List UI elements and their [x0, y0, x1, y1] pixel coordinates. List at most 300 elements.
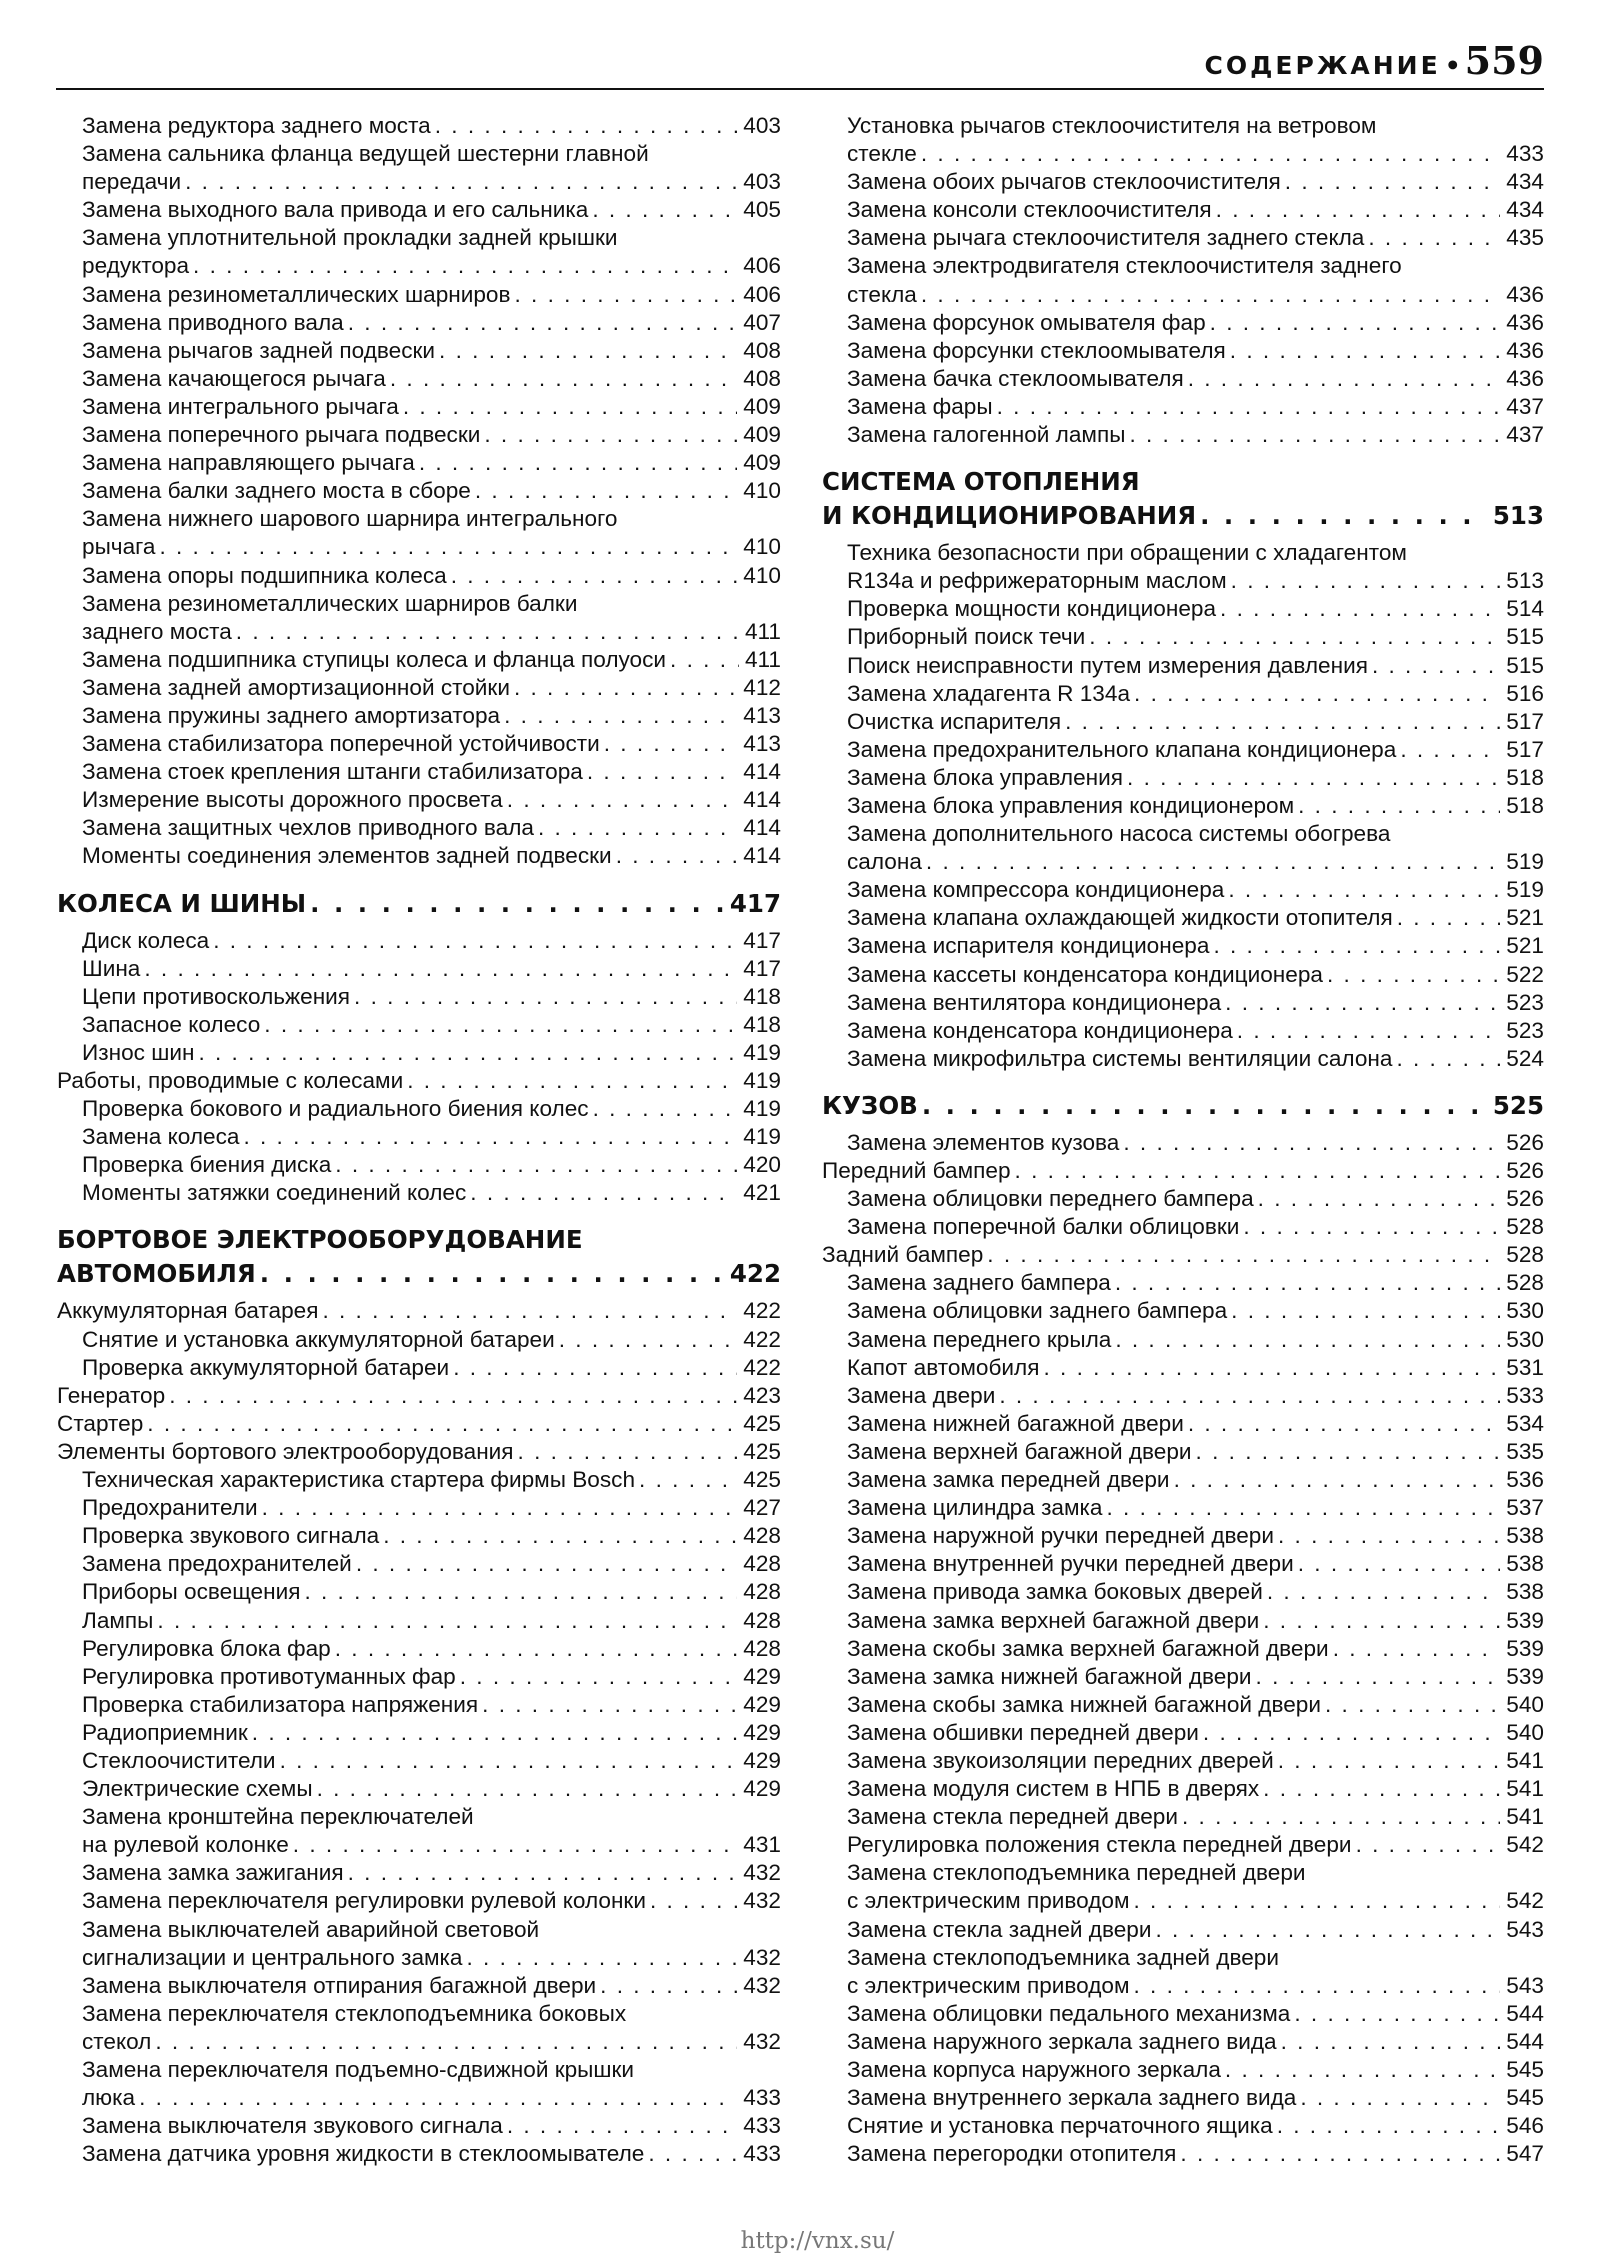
toc-entry[interactable] [57, 477, 781, 505]
toc-entry-title: рычага [82, 534, 159, 559]
toc-entry-title: Очистка испарителя [847, 709, 1065, 734]
toc-entry[interactable] [822, 1129, 1544, 1157]
toc-entry[interactable] [822, 1944, 1544, 1972]
toc-entry-page: 417 [743, 927, 781, 953]
toc-entry-page: 406 [743, 253, 781, 279]
toc-entry-page: 433 [743, 2085, 781, 2111]
toc-entry[interactable] [57, 1494, 781, 1522]
toc-entry[interactable] [822, 309, 1544, 337]
toc-entry-page: 412 [743, 674, 781, 700]
toc-entry[interactable] [57, 1039, 781, 1067]
toc-entry[interactable] [822, 337, 1544, 365]
toc-entry-title: Проверка мощности кондиционера [847, 596, 1220, 621]
toc-entry[interactable] [57, 168, 781, 196]
toc-entry-page: 531 [1506, 1354, 1544, 1380]
toc-entry-title: Замена консоли стеклоочистителя [847, 197, 1216, 222]
toc-entry-page: 408 [743, 365, 781, 391]
toc-entry[interactable] [57, 1859, 781, 1887]
toc-entry-title: стекле [847, 141, 921, 166]
toc-entry-page: 521 [1506, 933, 1544, 959]
toc-entry[interactable] [822, 2084, 1544, 2112]
toc-entry-page: 518 [1506, 792, 1544, 818]
toc-entry[interactable] [822, 680, 1544, 708]
toc-entry[interactable] [57, 1691, 781, 1719]
toc-entry-title: Цепи противоскольжения [82, 984, 354, 1009]
toc-entry-title: салона [847, 849, 926, 874]
toc-entry[interactable] [822, 764, 1544, 792]
toc-section-heating[interactable] [822, 465, 1544, 533]
toc-entry-page: 536 [1506, 1467, 1544, 1493]
toc-entry-page: 523 [1506, 989, 1544, 1015]
toc-entry-title: Замена заднего бампера [847, 1270, 1115, 1295]
toc-entry[interactable] [57, 1663, 781, 1691]
toc-entry[interactable] [822, 1972, 1544, 2000]
toc-entry-page: 422 [743, 1326, 781, 1352]
toc-entry[interactable] [822, 1185, 1544, 1213]
toc-entry[interactable] [822, 1354, 1544, 1382]
toc-entry[interactable] [57, 281, 781, 309]
toc-section-entry[interactable] [57, 887, 781, 921]
toc-entry-page: 523 [1506, 1017, 1544, 1043]
toc-entry-title: Замена выключателя отпирания багажной двери [82, 1973, 600, 1998]
section-title: КОЛЕСА И ШИНЫ [57, 889, 310, 918]
toc-entry-page: 539 [1506, 1663, 1544, 1689]
toc-entry-page: 414 [743, 759, 781, 785]
toc-entry-page: 432 [743, 1888, 781, 1914]
toc-entry-page: 431 [743, 1832, 781, 1858]
toc-entry[interactable] [822, 989, 1544, 1017]
toc-entry[interactable] [57, 449, 781, 477]
toc-entry-title: Замена компрессора кондиционера [847, 877, 1228, 902]
toc-entry-title: Замена звукоизоляции передних дверей [847, 1748, 1278, 1773]
toc-entry[interactable] [57, 955, 781, 983]
toc-entry-page: 542 [1506, 1888, 1544, 1914]
toc-entry-page: 513 [1506, 568, 1544, 594]
toc-entry-title: Передний бампер [822, 1158, 1015, 1183]
toc-entry[interactable] [57, 1410, 781, 1438]
toc-entry-page: 541 [1506, 1804, 1544, 1830]
toc-entry-title: Проверка стабилизатора напряжения [82, 1692, 482, 1717]
toc-entry[interactable] [822, 1157, 1544, 1185]
toc-entry[interactable] [57, 1944, 781, 1972]
toc-section-body[interactable] [822, 1089, 1544, 1123]
toc-entry-title: Замена колеса [82, 1124, 243, 1149]
toc-entry-title: Стеклоочистители [82, 1748, 280, 1773]
toc-entry-title: Замена переключателя регулировки рулевой колонки [82, 1888, 650, 1913]
toc-entry[interactable] [822, 1045, 1544, 1073]
toc-entry-title: Замена цилиндра замка [847, 1495, 1106, 1520]
toc-entry-page: 410 [743, 478, 781, 504]
toc-entry[interactable] [822, 1663, 1544, 1691]
toc-entry[interactable] [57, 2056, 781, 2084]
toc-entry-title: Замена резинометаллических шарниров [82, 282, 515, 307]
toc-entry[interactable] [57, 758, 781, 786]
toc-entry-page: 540 [1506, 1691, 1544, 1717]
toc-entry-page: 427 [743, 1495, 781, 1521]
toc-entry-title: Замена обшивки передней двери [847, 1720, 1203, 1745]
toc-entry-title: Замена стоек крепления штанги стабилизатора [82, 759, 587, 784]
toc-entry[interactable] [822, 1859, 1544, 1887]
toc-entry-title: Регулировка блока фар [82, 1636, 335, 1661]
toc-entry[interactable] [57, 1972, 781, 2000]
toc-entry[interactable] [57, 1095, 781, 1123]
toc-entry-page: 538 [1506, 1579, 1544, 1605]
toc-entry[interactable] [57, 1831, 781, 1859]
toc-entry[interactable] [822, 1466, 1544, 1494]
toc-entry-title: R134a и рефрижераторным маслом [847, 568, 1231, 593]
toc-entry[interactable] [57, 393, 781, 421]
toc-section-electrical[interactable] [57, 1223, 781, 1291]
toc-section-wheels[interactable] [57, 887, 781, 921]
toc-entry[interactable] [822, 904, 1544, 932]
toc-entry-title: Замена предохранительного клапана кондиционера [847, 737, 1400, 762]
toc-entry-page: 540 [1506, 1719, 1544, 1745]
toc-entry[interactable] [822, 1635, 1544, 1663]
toc-entry-title: Замена блока управления кондиционером [847, 793, 1298, 818]
toc-entry-page: 413 [743, 702, 781, 728]
toc-entry[interactable] [57, 224, 781, 252]
toc-entry[interactable] [822, 652, 1544, 680]
toc-entry[interactable] [822, 848, 1544, 876]
toc-entry[interactable] [57, 1635, 781, 1663]
toc-entry[interactable] [57, 1123, 781, 1151]
toc-entry[interactable] [57, 1887, 781, 1915]
toc-entry[interactable] [57, 2000, 781, 2028]
toc-entry[interactable] [57, 337, 781, 365]
toc-entry[interactable] [822, 567, 1544, 595]
toc-entry-title: Запасное колесо [82, 1012, 264, 1037]
toc-entry[interactable] [57, 1803, 781, 1831]
toc-entry[interactable] [822, 736, 1544, 764]
toc-entry-page: 515 [1506, 652, 1544, 678]
toc-entry[interactable] [822, 876, 1544, 904]
toc-entry-page: 432 [743, 1944, 781, 1970]
toc-entry-title: Замена кассеты конденсатора кондиционера [847, 962, 1327, 987]
toc-entry-title: Проверка биения диска [82, 1152, 335, 1177]
toc-entry[interactable] [57, 1354, 781, 1382]
toc-entry-title: Замена направляющего рычага [82, 450, 419, 475]
toc-entry[interactable] [57, 1326, 781, 1354]
toc-entry[interactable] [57, 702, 781, 730]
toc-entry-title: Проверка аккумуляторной батареи [82, 1355, 453, 1380]
toc-entry-page: 524 [1506, 1045, 1544, 1071]
toc-entry[interactable] [822, 224, 1544, 252]
toc-entry[interactable] [822, 365, 1544, 393]
toc-entry-page: 544 [1506, 2028, 1544, 2054]
toc-entry[interactable] [822, 1326, 1544, 1354]
toc-entry[interactable] [57, 730, 781, 758]
toc-entry[interactable] [822, 1269, 1544, 1297]
toc-entry-page: 418 [743, 983, 781, 1009]
toc-entry-title: Замена поперечного рычага подвески [82, 422, 484, 447]
toc-entry-page: 420 [743, 1152, 781, 1178]
toc-entry-title: Замена предохранителей [82, 1551, 356, 1576]
toc-section-entry[interactable] [822, 1089, 1544, 1123]
toc-entry[interactable] [822, 1831, 1544, 1859]
toc-section-entry[interactable] [822, 499, 1544, 533]
toc-entry-page: 542 [1506, 1832, 1544, 1858]
toc-entry-page: 545 [1506, 2085, 1544, 2111]
toc-entry-page: 543 [1506, 1916, 1544, 1942]
toc-entry[interactable] [822, 1241, 1544, 1269]
toc-entry-title: Замена уплотнительной прокладки задней крышки [82, 225, 622, 250]
toc-entry-title: Замена форсунки стеклоомывателя [847, 338, 1230, 363]
toc-entry[interactable] [822, 140, 1544, 168]
toc-entry[interactable] [822, 1775, 1544, 1803]
toc-entry-page: 422 [743, 1298, 781, 1324]
toc-entry[interactable] [822, 1297, 1544, 1325]
toc-entry-page: 419 [743, 1124, 781, 1150]
toc-entry-page: 419 [743, 1039, 781, 1065]
toc-entry-page: 539 [1506, 1607, 1544, 1633]
toc-entry-title: Аккумуляторная батарея [57, 1298, 322, 1323]
toc-section-entry[interactable] [57, 1257, 781, 1291]
toc-entry[interactable] [822, 421, 1544, 449]
toc-entry-title: Снятие и установка аккумуляторной батареи [82, 1327, 559, 1352]
toc-entry-title: сигнализации и центрального замка [82, 1945, 467, 1970]
toc-entry[interactable] [57, 842, 781, 870]
toc-entry[interactable] [822, 2056, 1544, 2084]
toc-entry[interactable] [57, 1747, 781, 1775]
toc-entry[interactable] [57, 814, 781, 842]
toc-entry[interactable] [57, 1382, 781, 1410]
toc-entry[interactable] [822, 820, 1544, 848]
toc-entry[interactable] [822, 1747, 1544, 1775]
toc-entry[interactable] [822, 168, 1544, 196]
toc-entry[interactable] [57, 618, 781, 646]
toc-entry-title: стекол [82, 2029, 155, 2054]
toc-entry[interactable] [57, 2084, 781, 2112]
toc-entry[interactable] [57, 1067, 781, 1095]
toc-entry[interactable] [57, 2028, 781, 2056]
toc-entry-title: Замена нижней багажной двери [847, 1411, 1188, 1436]
toc-entry[interactable] [57, 365, 781, 393]
toc-entry-title: Замена галогенной лампы [847, 422, 1129, 447]
toc-group-rear-axle [57, 112, 781, 871]
toc-entry[interactable] [57, 1550, 781, 1578]
toc-entry[interactable] [57, 252, 781, 280]
toc-entry-title: Замена переключателя подъемно-сдвижной крышки [82, 2057, 638, 2082]
toc-entry-page: 434 [1506, 197, 1544, 223]
toc-entry-page: 428 [743, 1523, 781, 1549]
section-page: 422 [729, 1259, 781, 1289]
header-text [1204, 38, 1544, 83]
toc-entry[interactable] [822, 623, 1544, 651]
toc-entry-page: 433 [743, 2113, 781, 2139]
toc-entry[interactable] [57, 674, 781, 702]
toc-entry[interactable] [822, 1550, 1544, 1578]
toc-entry-page: 409 [743, 450, 781, 476]
toc-entry[interactable] [822, 2000, 1544, 2028]
toc-entry-title: Моменты соединения элементов задней подвески [82, 843, 616, 868]
toc-entry-title: Замена переключателя стеклоподъемника боковых [82, 2001, 630, 2026]
toc-entry[interactable] [822, 1522, 1544, 1550]
toc-entry-page: 436 [1506, 337, 1544, 363]
section-title-line2: И КОНДИЦИОНИРОВАНИЯ [822, 501, 1200, 530]
toc-entry-page: 541 [1506, 1776, 1544, 1802]
toc-entry[interactable] [822, 2028, 1544, 2056]
toc-entry-page: 437 [1506, 393, 1544, 419]
toc-entry-title: Замена элементов кузова [847, 1130, 1123, 1155]
toc-entry-page: 436 [1506, 365, 1544, 391]
toc-entry[interactable] [57, 2140, 781, 2168]
toc-entry-title: Замена хладагента R 134a [847, 681, 1134, 706]
toc-entry-page: 517 [1506, 736, 1544, 762]
toc-entry-title: Замена микрофильтра системы вентиляции салона [847, 1046, 1396, 1071]
toc-entry-page: 408 [743, 337, 781, 363]
toc-entry-page: 421 [743, 1180, 781, 1206]
toc-entry-page: 406 [743, 281, 781, 307]
toc-entry-page: 514 [1506, 596, 1544, 622]
toc-entry-title: Замена датчика уровня жидкости в стеклоомывателе [82, 2141, 648, 2166]
toc-entry-title: Регулировка противотуманных фар [82, 1664, 460, 1689]
toc-entry[interactable] [822, 1887, 1544, 1915]
toc-entry[interactable] [822, 196, 1544, 224]
toc-entry-page: 546 [1506, 2113, 1544, 2139]
toc-entry[interactable] [822, 112, 1544, 140]
toc-group-heating [822, 539, 1544, 1073]
toc-entry[interactable] [822, 1382, 1544, 1410]
toc-entry[interactable] [57, 140, 781, 168]
section-title-line1: СИСТЕМА ОТОПЛЕНИЯ [822, 467, 1140, 497]
toc-entry-page: 436 [1506, 281, 1544, 307]
toc-entry-title: Замена испарителя кондиционера [847, 933, 1213, 958]
toc-entry-title: Замена конденсатора кондиционера [847, 1018, 1237, 1043]
toc-entry-title: стекла [847, 282, 921, 307]
toc-entry[interactable] [57, 421, 781, 449]
toc-entry[interactable] [57, 196, 781, 224]
toc-entry-title: Регулировка положения стекла передней двери [847, 1832, 1356, 1857]
toc-entry[interactable] [822, 1691, 1544, 1719]
toc-entry[interactable] [822, 1494, 1544, 1522]
toc-entry-title: Замена клапана охлаждающей жидкости отопителя [847, 905, 1397, 930]
toc-entry-page: 544 [1506, 2000, 1544, 2026]
toc-entry[interactable] [822, 1578, 1544, 1606]
toc-entry[interactable] [57, 983, 781, 1011]
toc-entry[interactable] [822, 281, 1544, 309]
toc-entry-page: 530 [1506, 1326, 1544, 1352]
toc-entry-title: Замена стекла задней двери [847, 1917, 1156, 1942]
toc-entry-title: Замена поперечной балки облицовки [847, 1214, 1243, 1239]
toc-entry-page: 428 [743, 1635, 781, 1661]
toc-entry-page: 526 [1506, 1158, 1544, 1183]
section-page: 525 [1492, 1090, 1544, 1120]
section-page: 417 [729, 888, 781, 918]
toc-entry[interactable] [57, 1775, 781, 1803]
toc-entry[interactable] [57, 112, 781, 140]
toc-entry[interactable] [57, 1179, 781, 1207]
toc-entry-title: Замена облицовки переднего бампера [847, 1186, 1258, 1211]
toc-entry-page: 419 [743, 1096, 781, 1122]
toc-entry[interactable] [822, 1607, 1544, 1635]
toc-entry-title: Техническая характеристика стартера фирмы Bosch [82, 1467, 639, 1492]
toc-entry[interactable] [57, 1466, 781, 1494]
toc-entry[interactable] [57, 590, 781, 618]
toc-entry[interactable] [57, 562, 781, 590]
toc-entry[interactable] [822, 1438, 1544, 1466]
toc-entry[interactable] [57, 786, 781, 814]
toc-entry[interactable] [57, 1607, 781, 1635]
toc-entry-title: Замена редуктора заднего моста [82, 113, 435, 138]
header-title: СОДЕРЖАНИЕ [1204, 51, 1441, 80]
toc-entry-title: Замена перегородки отопителя [847, 2141, 1180, 2166]
toc-entry[interactable] [822, 1719, 1544, 1747]
toc-group-body [822, 1129, 1544, 2168]
toc-entry-page: 538 [1506, 1551, 1544, 1577]
toc-entry-page: 429 [743, 1691, 781, 1717]
toc-entry-page: 435 [1506, 225, 1544, 251]
toc-entry-title: Замена замка верхней багажной двери [847, 1608, 1263, 1633]
toc-entry[interactable] [822, 961, 1544, 989]
toc-entry-page: 405 [743, 197, 781, 223]
toc-entry[interactable] [57, 533, 781, 561]
toc-entry[interactable] [57, 505, 781, 533]
toc-entry[interactable] [822, 708, 1544, 736]
toc-entry[interactable] [57, 646, 781, 674]
toc-entry-title: Поиск неисправности путем измерения давления [847, 653, 1372, 678]
toc-entry[interactable] [57, 927, 781, 955]
toc-entry-page: 545 [1506, 2057, 1544, 2082]
toc-entry[interactable] [57, 1916, 781, 1944]
toc-entry[interactable] [822, 1803, 1544, 1831]
toc-entry-title: Замена стабилизатора поперечной устойчивости [82, 731, 604, 756]
toc-entry-page: 433 [743, 2141, 781, 2167]
toc-entry[interactable] [57, 1011, 781, 1039]
toc-entry[interactable] [57, 1719, 781, 1747]
toc-entry-page: 519 [1506, 849, 1544, 875]
toc-entry[interactable] [822, 1213, 1544, 1241]
toc-entry[interactable] [57, 1578, 781, 1606]
toc-entry-title: Замена выключателя звукового сигнала [82, 2113, 507, 2138]
toc-entry[interactable] [822, 595, 1544, 623]
toc-entry[interactable] [822, 2112, 1544, 2140]
page-header [56, 30, 1544, 90]
toc-entry-page: 414 [743, 843, 781, 869]
toc-entry[interactable] [57, 1522, 781, 1550]
toc-entry[interactable] [822, 2140, 1544, 2168]
toc-entry[interactable] [822, 539, 1544, 567]
toc-entry-title: Стартер [57, 1411, 147, 1436]
toc-entry-page: 543 [1506, 1972, 1544, 1998]
toc-entry[interactable] [57, 1438, 781, 1466]
toc-entry-page: 403 [743, 113, 781, 138]
toc-entry[interactable] [822, 1410, 1544, 1438]
toc-entry[interactable] [822, 932, 1544, 960]
toc-entry-page: 429 [743, 1719, 781, 1745]
toc-entry[interactable] [822, 1017, 1544, 1045]
toc-entry-title: Задний бампер [822, 1242, 987, 1267]
toc-entry[interactable] [57, 1297, 781, 1325]
toc-entry-title: Замена резинометаллических шарниров балки [82, 591, 581, 616]
toc-entry-title: Замена внутреннего зеркала заднего вида [847, 2085, 1300, 2110]
toc-entry[interactable] [822, 252, 1544, 280]
toc-entry-title: Капот автомобиля [847, 1355, 1043, 1380]
toc-entry[interactable] [57, 1151, 781, 1179]
toc-entry-title: Замена бачка стеклоомывателя [847, 366, 1188, 391]
toc-entry[interactable] [57, 309, 781, 337]
toc-entry[interactable] [822, 393, 1544, 421]
toc-entry-page: 423 [743, 1382, 781, 1408]
toc-entry[interactable] [822, 1916, 1544, 1944]
toc-entry[interactable] [822, 792, 1544, 820]
page-number: 559 [1464, 38, 1544, 83]
section-title: КУЗОВ [822, 1091, 922, 1120]
toc-entry[interactable] [57, 2112, 781, 2140]
toc-entry-title: Электрические схемы [82, 1776, 317, 1801]
toc-entry-title: Износ шин [82, 1040, 198, 1065]
toc-entry-title: Замена облицовки заднего бампера [847, 1298, 1231, 1323]
toc-entry-page: 425 [743, 1438, 781, 1464]
